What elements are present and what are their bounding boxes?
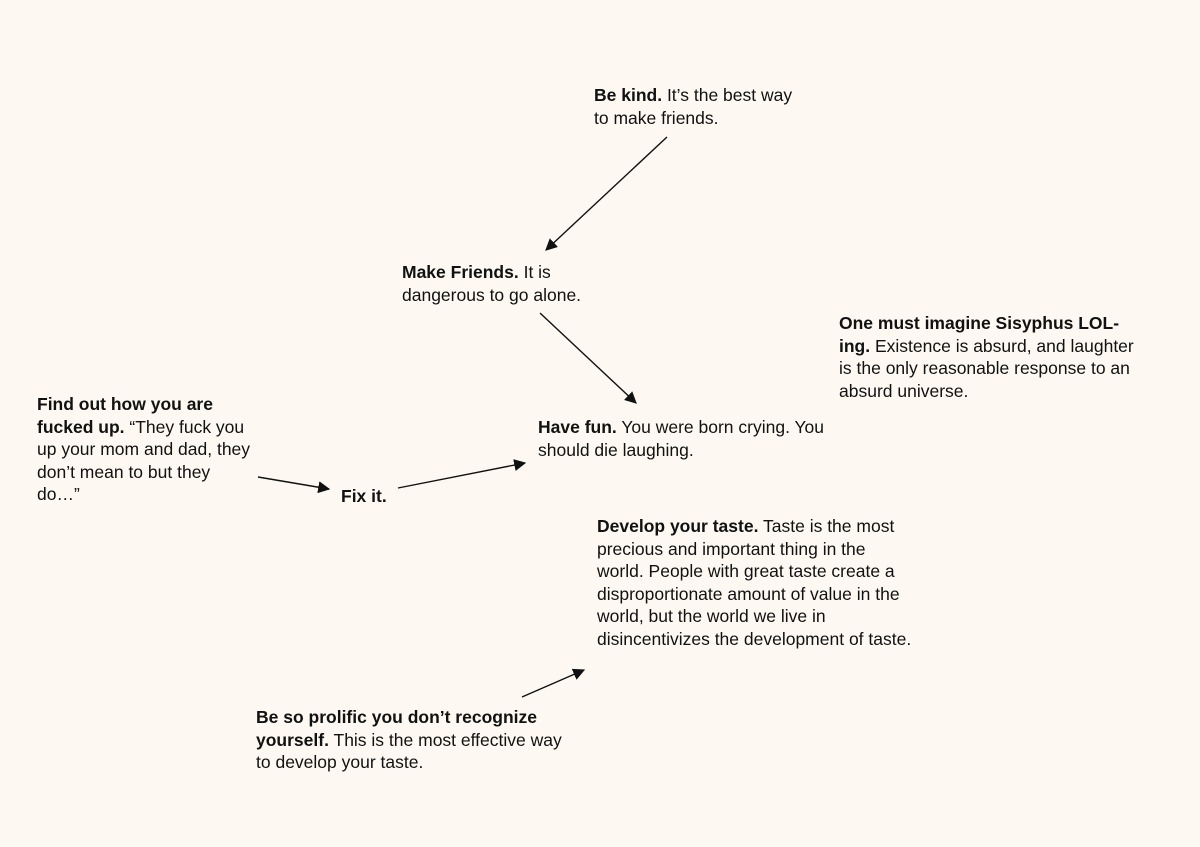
node-title: Be kind. bbox=[594, 85, 663, 105]
node-body: Taste is the most precious and important thing in the world. People with great taste create a disproportionate amount of value in the world, but the world we live in disincentivizes the development of taste. bbox=[597, 516, 912, 649]
arrow-make-friends-to-have-fun bbox=[540, 313, 636, 403]
arrow-find-out-to-fix-it bbox=[258, 477, 329, 489]
node-title: Have fun. bbox=[538, 417, 617, 437]
node-title: Develop your taste. bbox=[597, 516, 759, 536]
node-title: Make Friends. bbox=[402, 262, 519, 282]
node-sisyphus bbox=[839, 312, 1149, 402]
node-find-out bbox=[37, 393, 252, 506]
node-body: You were born crying. You should die laughing. bbox=[538, 417, 825, 460]
node-make-friends bbox=[402, 261, 602, 306]
node-be-prolific bbox=[256, 706, 566, 774]
node-fix-it bbox=[341, 485, 421, 508]
arrow-prolific-to-taste bbox=[522, 670, 584, 697]
node-body: It’s the best way to make friends. bbox=[594, 85, 793, 128]
node-title: Fix it. bbox=[341, 486, 387, 506]
node-title: One must imagine Sisyphus LOL-ing. bbox=[839, 313, 1120, 356]
node-develop-taste bbox=[597, 515, 915, 650]
node-body: This is the most effective way to develop your taste. bbox=[256, 729, 562, 772]
node-be-kind bbox=[594, 84, 794, 129]
node-body: “They fuck you up your mom and dad, they don’t mean to but they do…” bbox=[37, 416, 251, 504]
arrow-be-kind-to-make-friends bbox=[546, 137, 667, 250]
node-have-fun bbox=[538, 416, 828, 461]
node-body: It is dangerous to go alone. bbox=[402, 262, 582, 305]
node-title: Be so prolific you don’t recognize yourself. bbox=[256, 707, 537, 750]
node-title: Find out how you are fucked up. bbox=[37, 394, 213, 437]
node-body: Existence is absurd, and laughter is the only reasonable response to an absurd universe. bbox=[839, 335, 1134, 401]
